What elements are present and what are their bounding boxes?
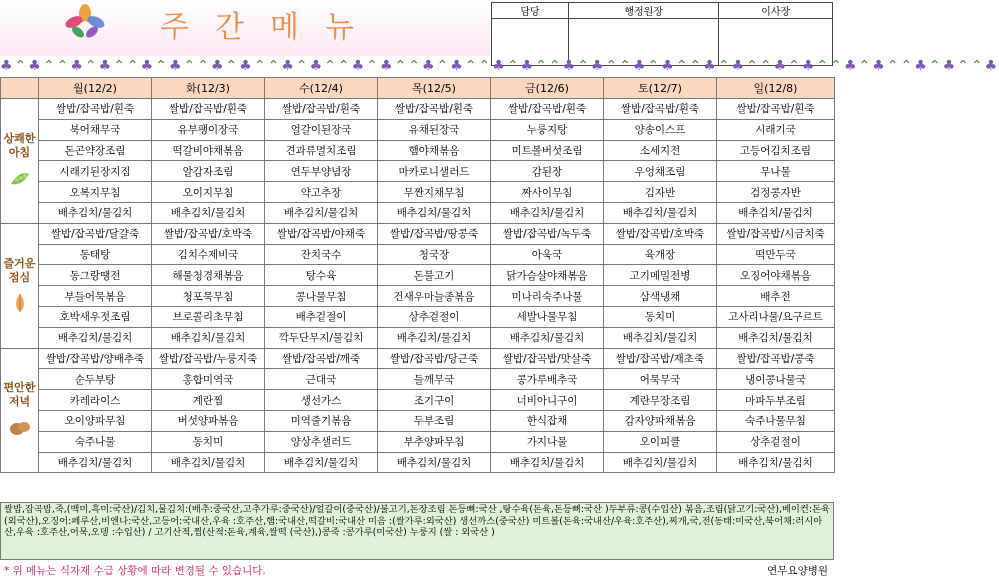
menu-item: 북어채무국 — [39, 119, 152, 140]
menu-item: 배추김치/물김치 — [378, 327, 491, 348]
menu-item: 오징어야채볶음 — [717, 265, 835, 286]
meal-label-line: 즐거운 — [3, 256, 36, 270]
pea-icon — [8, 166, 32, 190]
menu-item: 콩가루배추국 — [491, 369, 604, 390]
menu-item: 계란무장조림 — [604, 390, 717, 411]
menu-item: 우엉채조림 — [604, 161, 717, 182]
menu-item: 육개장 — [604, 244, 717, 265]
menu-item: 조기구이 — [378, 390, 491, 411]
menu-item: 동치미 — [152, 431, 265, 452]
menu-row — [1, 223, 835, 244]
menu-item: 배추김치/물김치 — [604, 202, 717, 223]
menu-item: 쌀밥/잡곡밥/달걀죽 — [39, 223, 152, 244]
approval-label-director: 행정원장 — [569, 3, 719, 19]
menu-item: 쌀밥/잡곡밥/누룽지죽 — [152, 348, 265, 369]
menu-item: 쌀밥/잡곡밥/양배추죽 — [39, 348, 152, 369]
page-header — [0, 0, 999, 74]
meal-label-cell — [1, 348, 39, 473]
menu-row — [1, 348, 835, 369]
menu-item: 쌀밥/잡곡밥/콩죽 — [717, 348, 835, 369]
menu-item: 카레라이스 — [39, 390, 152, 411]
change-notice: * 위 메뉴는 식자재 수급 상황에 따라 변경될 수 있습니다. — [4, 565, 266, 577]
menu-item: 아욱국 — [491, 244, 604, 265]
day-header: 화(12/3) — [152, 78, 265, 99]
menu-row — [1, 369, 835, 390]
menu-item: 쌀밥/잡곡밥/호박죽 — [604, 223, 717, 244]
menu-item: 생선가스 — [265, 390, 378, 411]
menu-item: 청국장 — [378, 244, 491, 265]
menu-item: 탕수육 — [265, 265, 378, 286]
header-corner — [1, 78, 39, 99]
approval-label-staff: 담당 — [492, 3, 569, 19]
onion-icon — [8, 291, 32, 315]
menu-item: 마파두부조림 — [717, 390, 835, 411]
menu-item: 쌀밥/잡곡밥/녹두죽 — [491, 223, 604, 244]
menu-item: 김자반 — [604, 182, 717, 203]
menu-item: 배추김치/물김치 — [717, 327, 835, 348]
menu-item: 오이양파무침 — [39, 410, 152, 431]
menu-item: 배추김치/물김치 — [604, 327, 717, 348]
menu-row — [1, 244, 835, 265]
menu-item: 계란찜 — [152, 390, 265, 411]
menu-item: 미역줄기볶음 — [265, 410, 378, 431]
menu-item: 호박새우젓조림 — [39, 306, 152, 327]
menu-item: 냉이콩나물국 — [717, 369, 835, 390]
meal-label-cell — [1, 99, 39, 224]
menu-item: 배추김치/물김치 — [491, 452, 604, 473]
menu-row — [1, 306, 835, 327]
menu-item: 고기메밀전병 — [604, 265, 717, 286]
menu-item: 배추김치/물김치 — [491, 327, 604, 348]
menu-row — [1, 431, 835, 452]
menu-item: 동그랑땡전 — [39, 265, 152, 286]
menu-item: 쌀밥/잡곡밥/야채죽 — [265, 223, 378, 244]
menu-item: 고등어김치조림 — [717, 140, 835, 161]
menu-item: 콩나물무침 — [265, 286, 378, 307]
menu-item: 홍합미역국 — [152, 369, 265, 390]
menu-row — [1, 452, 835, 473]
menu-item: 마카로니샐러드 — [378, 161, 491, 182]
menu-item: 미나리숙주나물 — [491, 286, 604, 307]
potato-icon — [8, 415, 32, 439]
menu-item: 미트볼버섯조림 — [491, 140, 604, 161]
day-header: 금(12/6) — [491, 78, 604, 99]
meal-label-line: 아침 — [8, 145, 31, 159]
menu-item: 쌀밥/잡곡밥/흰죽 — [152, 99, 265, 120]
menu-item: 어묵무국 — [604, 369, 717, 390]
menu-item: 쌀밥/잡곡밥/흰죽 — [604, 99, 717, 120]
origin-note: 쌀밥,잡곡밥,죽,(백미,흑미:국산)/김치,물김치:(배추:중국산,고추가루:중국산)/얼갈이(중국산)/불고기,돈장조림 돈등뼈:국산 ,탕수육(돈육,돈등뼈:국산 )두부류:콩(수입산) 볶음,조림(닭고기:국산),베이컨:돈육(외국산),오징어:페루산,비엔나:국산,고등어:국내산,우육 :호주산,햄:국내산,떡갈비:국내산 미음 :(쌀가루:외국산) 생선까스(중국산) 미트볼(돈육:국내산/우육:호주산),찌개,국,전(동태:미국산,북어채:러시아산,우육 :호주산,어묵,오뎅 :수입산) / 고기산적,찜(산적:돈육,계육,쌀떡 (국산),)콩죽 :콩가루(미국산) 누룽지 (쌀 : 외국산 ) — [0, 502, 834, 560]
menu-row — [1, 202, 835, 223]
menu-item: 쌀밥/잡곡밥/맛살죽 — [491, 348, 604, 369]
menu-row — [1, 265, 835, 286]
menu-item: 쌀밥/잡곡밥/땅콩죽 — [378, 223, 491, 244]
menu-item: 배추김치/물김치 — [378, 202, 491, 223]
day-header: 수(12/4) — [265, 78, 378, 99]
menu-item: 연두부양념장 — [265, 161, 378, 182]
day-header: 토(12/7) — [604, 78, 717, 99]
day-header: 월(12/2) — [39, 78, 152, 99]
menu-item: 쌀밥/잡곡밥/흰죽 — [717, 99, 835, 120]
menu-row — [1, 119, 835, 140]
menu-item: 배추김치/물김치 — [152, 452, 265, 473]
menu-item: 잔치국수 — [265, 244, 378, 265]
menu-item: 쌀밥/잡곡밥/재초죽 — [604, 348, 717, 369]
hospital-name: 연무요양병원 — [767, 565, 828, 577]
menu-item: 쌀밥/잡곡밥/흰죽 — [39, 99, 152, 120]
menu-item: 배추김치/물김치 — [604, 452, 717, 473]
menu-item: 견과류멸치조림 — [265, 140, 378, 161]
menu-item: 감된장 — [491, 161, 604, 182]
menu-item: 상추겉절이 — [378, 306, 491, 327]
menu-item: 청포묵무침 — [152, 286, 265, 307]
menu-row — [1, 390, 835, 411]
menu-item: 무짠지채무침 — [378, 182, 491, 203]
menu-item: 누룽지탕 — [491, 119, 604, 140]
menu-item: 배추김치/물김치 — [39, 327, 152, 348]
menu-item: 배추김치/물김치 — [152, 327, 265, 348]
menu-item: 상추겉절이 — [717, 431, 835, 452]
menu-item: 돈불고기 — [378, 265, 491, 286]
meal-label-line: 상쾌한 — [3, 131, 36, 145]
meal-label-cell — [1, 223, 39, 348]
flower-logo-icon — [60, 2, 110, 48]
menu-item: 시래기된장지짐 — [39, 161, 152, 182]
menu-item: 양상추샐러드 — [265, 431, 378, 452]
menu-item: 배추김치/물김치 — [378, 452, 491, 473]
menu-item: 떡갈비야채볶음 — [152, 140, 265, 161]
menu-item: 배추김치/물김치 — [152, 202, 265, 223]
menu-item: 세발나물무침 — [491, 306, 604, 327]
day-header: 일(12/8) — [717, 78, 835, 99]
hospital-logo — [60, 2, 110, 48]
menu-item: 너비아니구이 — [491, 390, 604, 411]
menu-item: 버섯양파볶음 — [152, 410, 265, 431]
menu-item: 숙주나물 — [39, 431, 152, 452]
menu-item: 고사리나물/요구르트 — [717, 306, 835, 327]
menu-item: 오복지무침 — [39, 182, 152, 203]
menu-item: 무나물 — [717, 161, 835, 182]
menu-item: 부들어묵볶음 — [39, 286, 152, 307]
page-title: 주간메뉴 — [160, 10, 380, 45]
menu-item: 오이피클 — [604, 431, 717, 452]
meal-label-line: 점심 — [8, 270, 31, 284]
menu-item: 유부팽이장국 — [152, 119, 265, 140]
day-header-row — [1, 78, 835, 99]
page-footer — [0, 561, 834, 578]
menu-item: 배추겉절이 — [265, 306, 378, 327]
menu-item: 건새우마늘종볶음 — [378, 286, 491, 307]
menu-row — [1, 161, 835, 182]
menu-item: 쌀밥/잡곡밥/흰죽 — [491, 99, 604, 120]
menu-item: 쌀밥/잡곡밥/흰죽 — [378, 99, 491, 120]
menu-item: 쌀밥/잡곡밥/깨죽 — [265, 348, 378, 369]
menu-item: 배추김치/물김치 — [265, 452, 378, 473]
meal-label-line: 편안한 — [3, 381, 36, 395]
menu-item: 쌀밥/잡곡밥/호박죽 — [152, 223, 265, 244]
menu-item: 해물청경채볶음 — [152, 265, 265, 286]
menu-row — [1, 410, 835, 431]
menu-item: 양송이스프 — [604, 119, 717, 140]
weekly-menu-table — [0, 77, 835, 473]
menu-item: 배추김치/물김치 — [265, 202, 378, 223]
menu-item: 깍두단무지/물김치 — [265, 327, 378, 348]
menu-item: 짜사이무침 — [491, 182, 604, 203]
grape-border-decoration: ♣⌃♣⌃⌃♣⌃♣⌃⌃♣⌃♣⌃⌃♣⌃♣⌃⌃♣⌃♣⌃⌃♣⌃♣⌃⌃♣⌃♣⌃⌃♣⌃♣⌃⌃♣⌃♣⌃⌃♣⌃♣⌃⌃♣⌃♣⌃⌃♣⌃♣⌃⌃♣⌃♣⌃⌃♣⌃♣⌃⌃♣ — [0, 58, 999, 74]
menu-item: 떡만두국 — [717, 244, 835, 265]
menu-item: 시래기국 — [717, 119, 835, 140]
menu-item: 배추김치/물김치 — [491, 202, 604, 223]
menu-item: 근대국 — [265, 369, 378, 390]
day-header: 목(12/5) — [378, 78, 491, 99]
menu-item: 얼갈이된장국 — [265, 119, 378, 140]
menu-item: 동치미 — [604, 306, 717, 327]
menu-row — [1, 286, 835, 307]
menu-item: 쌀밥/잡곡밥/당근죽 — [378, 348, 491, 369]
menu-row — [1, 140, 835, 161]
menu-item: 가지나물 — [491, 431, 604, 452]
menu-item: 검정콩자반 — [717, 182, 835, 203]
menu-item: 숙주나물무침 — [717, 410, 835, 431]
menu-item: 들깨무국 — [378, 369, 491, 390]
menu-item: 배추김치/물김치 — [717, 202, 835, 223]
menu-item: 쌀밥/잡곡밥/시금치죽 — [717, 223, 835, 244]
menu-item: 쌀밥/잡곡밥/흰죽 — [265, 99, 378, 120]
menu-item: 닭가슴살야채볶음 — [491, 265, 604, 286]
menu-item: 감자양파채볶음 — [604, 410, 717, 431]
menu-item: 순두부탕 — [39, 369, 152, 390]
menu-item: 배추김치/물김치 — [39, 452, 152, 473]
menu-item: 알감자조림 — [152, 161, 265, 182]
menu-row — [1, 182, 835, 203]
menu-body — [1, 99, 835, 473]
menu-item: 배추김치/물김치 — [717, 452, 835, 473]
menu-item: 동태탕 — [39, 244, 152, 265]
menu-item: 약고추장 — [265, 182, 378, 203]
menu-item: 햄야채볶음 — [378, 140, 491, 161]
menu-item: 브로콜리초무침 — [152, 306, 265, 327]
menu-item: 부추양파무침 — [378, 431, 491, 452]
menu-row — [1, 99, 835, 120]
menu-item: 돈곤약장조림 — [39, 140, 152, 161]
menu-item: 배추전 — [717, 286, 835, 307]
menu-item: 김치수제비국 — [152, 244, 265, 265]
menu-item: 배추김치/물김치 — [39, 202, 152, 223]
approval-label-chairman: 이사장 — [719, 3, 833, 19]
menu-item: 유채된장국 — [378, 119, 491, 140]
meal-label-line: 저녁 — [8, 395, 31, 409]
menu-item: 삼색냉채 — [604, 286, 717, 307]
menu-item: 한식잡채 — [491, 410, 604, 431]
menu-item: 소세지전 — [604, 140, 717, 161]
menu-item: 두부조림 — [378, 410, 491, 431]
menu-row — [1, 327, 835, 348]
menu-item: 오이지무침 — [152, 182, 265, 203]
